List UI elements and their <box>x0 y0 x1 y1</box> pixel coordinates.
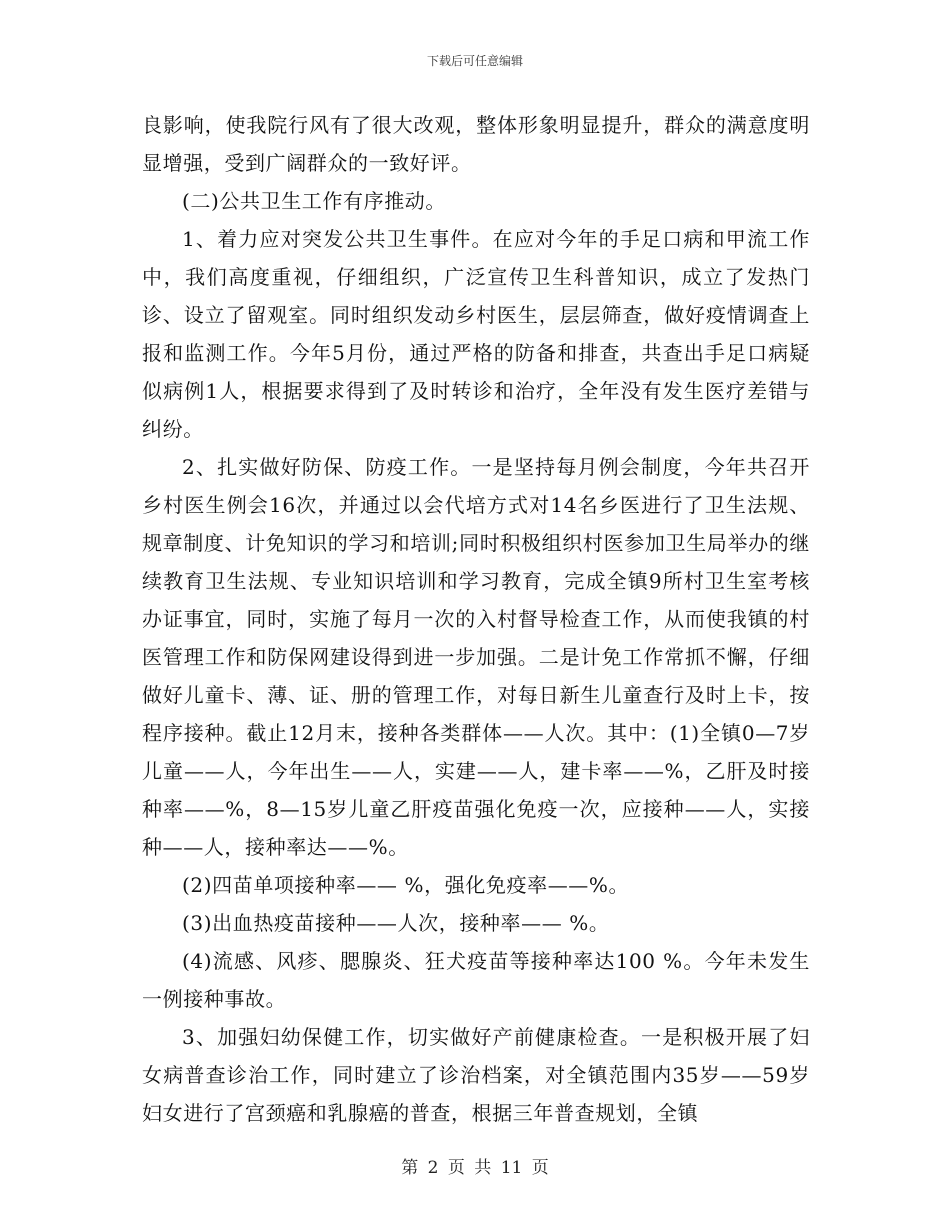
paragraph-emergency-response: 1、着力应对突发公共卫生事件。在应对今年的手足口病和甲流工作中，我们高度重视，仔细组织，广泛宣传卫生科普知识，成立了发热门诊、设立了留观室。同时组织发动乡村医生，层层筛查，做好疫情调查上报和监测工作。今年5月份，通过严格的防备和排查，共查出手足口病疑似病例1人，根据要求得到了及时转诊和治疗，全年没有发生医疗差错与纠纷。 <box>142 227 810 441</box>
paragraph-maternal-health: 3、加强妇幼保健工作，切实做好产前健康检查。一是积极开展了妇女病普查诊治工作，同时建立了诊治档案，对全镇范围内35岁——59岁妇女进行了宫颈癌和乳腺癌的普查，根据三年普查规划，全镇 <box>142 1025 810 1125</box>
page-number-footer: 第 2 页 共 11 页 <box>401 1158 549 1178</box>
paragraph-vaccination-rate-2: (2)四苗单项接种率—— %，强化免疫率——%。 <box>182 873 630 897</box>
paragraph-prevention-work: 2、扎实做好防保、防疫工作。一是坚持每月例会制度，今年共召开乡村医生例会16次，并通过以会代培方式对14名乡医进行了卫生法规、规章制度、计免知识的学习和培训;同时积极组织村医参加卫生局举办的继续教育卫生法规、专业知识培训和学习教育，完成全镇9所村卫生室考核办证事宜，同时，实施了每月一次的入村督导检查工作，从而使我镇的村医管理工作和防保网建设得到进一步加强。二是计免工作常抓不懈，仔细做好儿童卡、薄、证、册的管理工作，对每日新生儿童查行及时上卡，按程序接种。截止12月末，接种各类群体——人次。其中：(1)全镇0—7岁儿童——人，今年出生——人，实建——人，建卡率——%，乙肝及时接种率——%，8—15岁儿童乙肝疫苗强化免疫一次，应接种——人，实接种——人，接种率达——%。 <box>142 455 810 859</box>
page-header-note: 下载后可任意编辑 <box>426 54 523 68</box>
paragraph-vaccination-rate-3: (3)出血热疫苗接种——人次，接种率—— %。 <box>182 911 610 935</box>
section-heading: (二)公共卫生工作有序推动。 <box>182 189 447 213</box>
document-body <box>142 106 810 1132</box>
paragraph-vaccination-rate-4: (4)流感、风疹、腮腺炎、狂犬疫苗等接种率达100 %。今年未发生一例接种事故。 <box>142 949 810 1011</box>
paragraph-continuation: 良影响，使我院行风有了很大改观，整体形象明显提升，群众的满意度明显增强，受到广阔群众的一致好评。 <box>142 113 810 175</box>
